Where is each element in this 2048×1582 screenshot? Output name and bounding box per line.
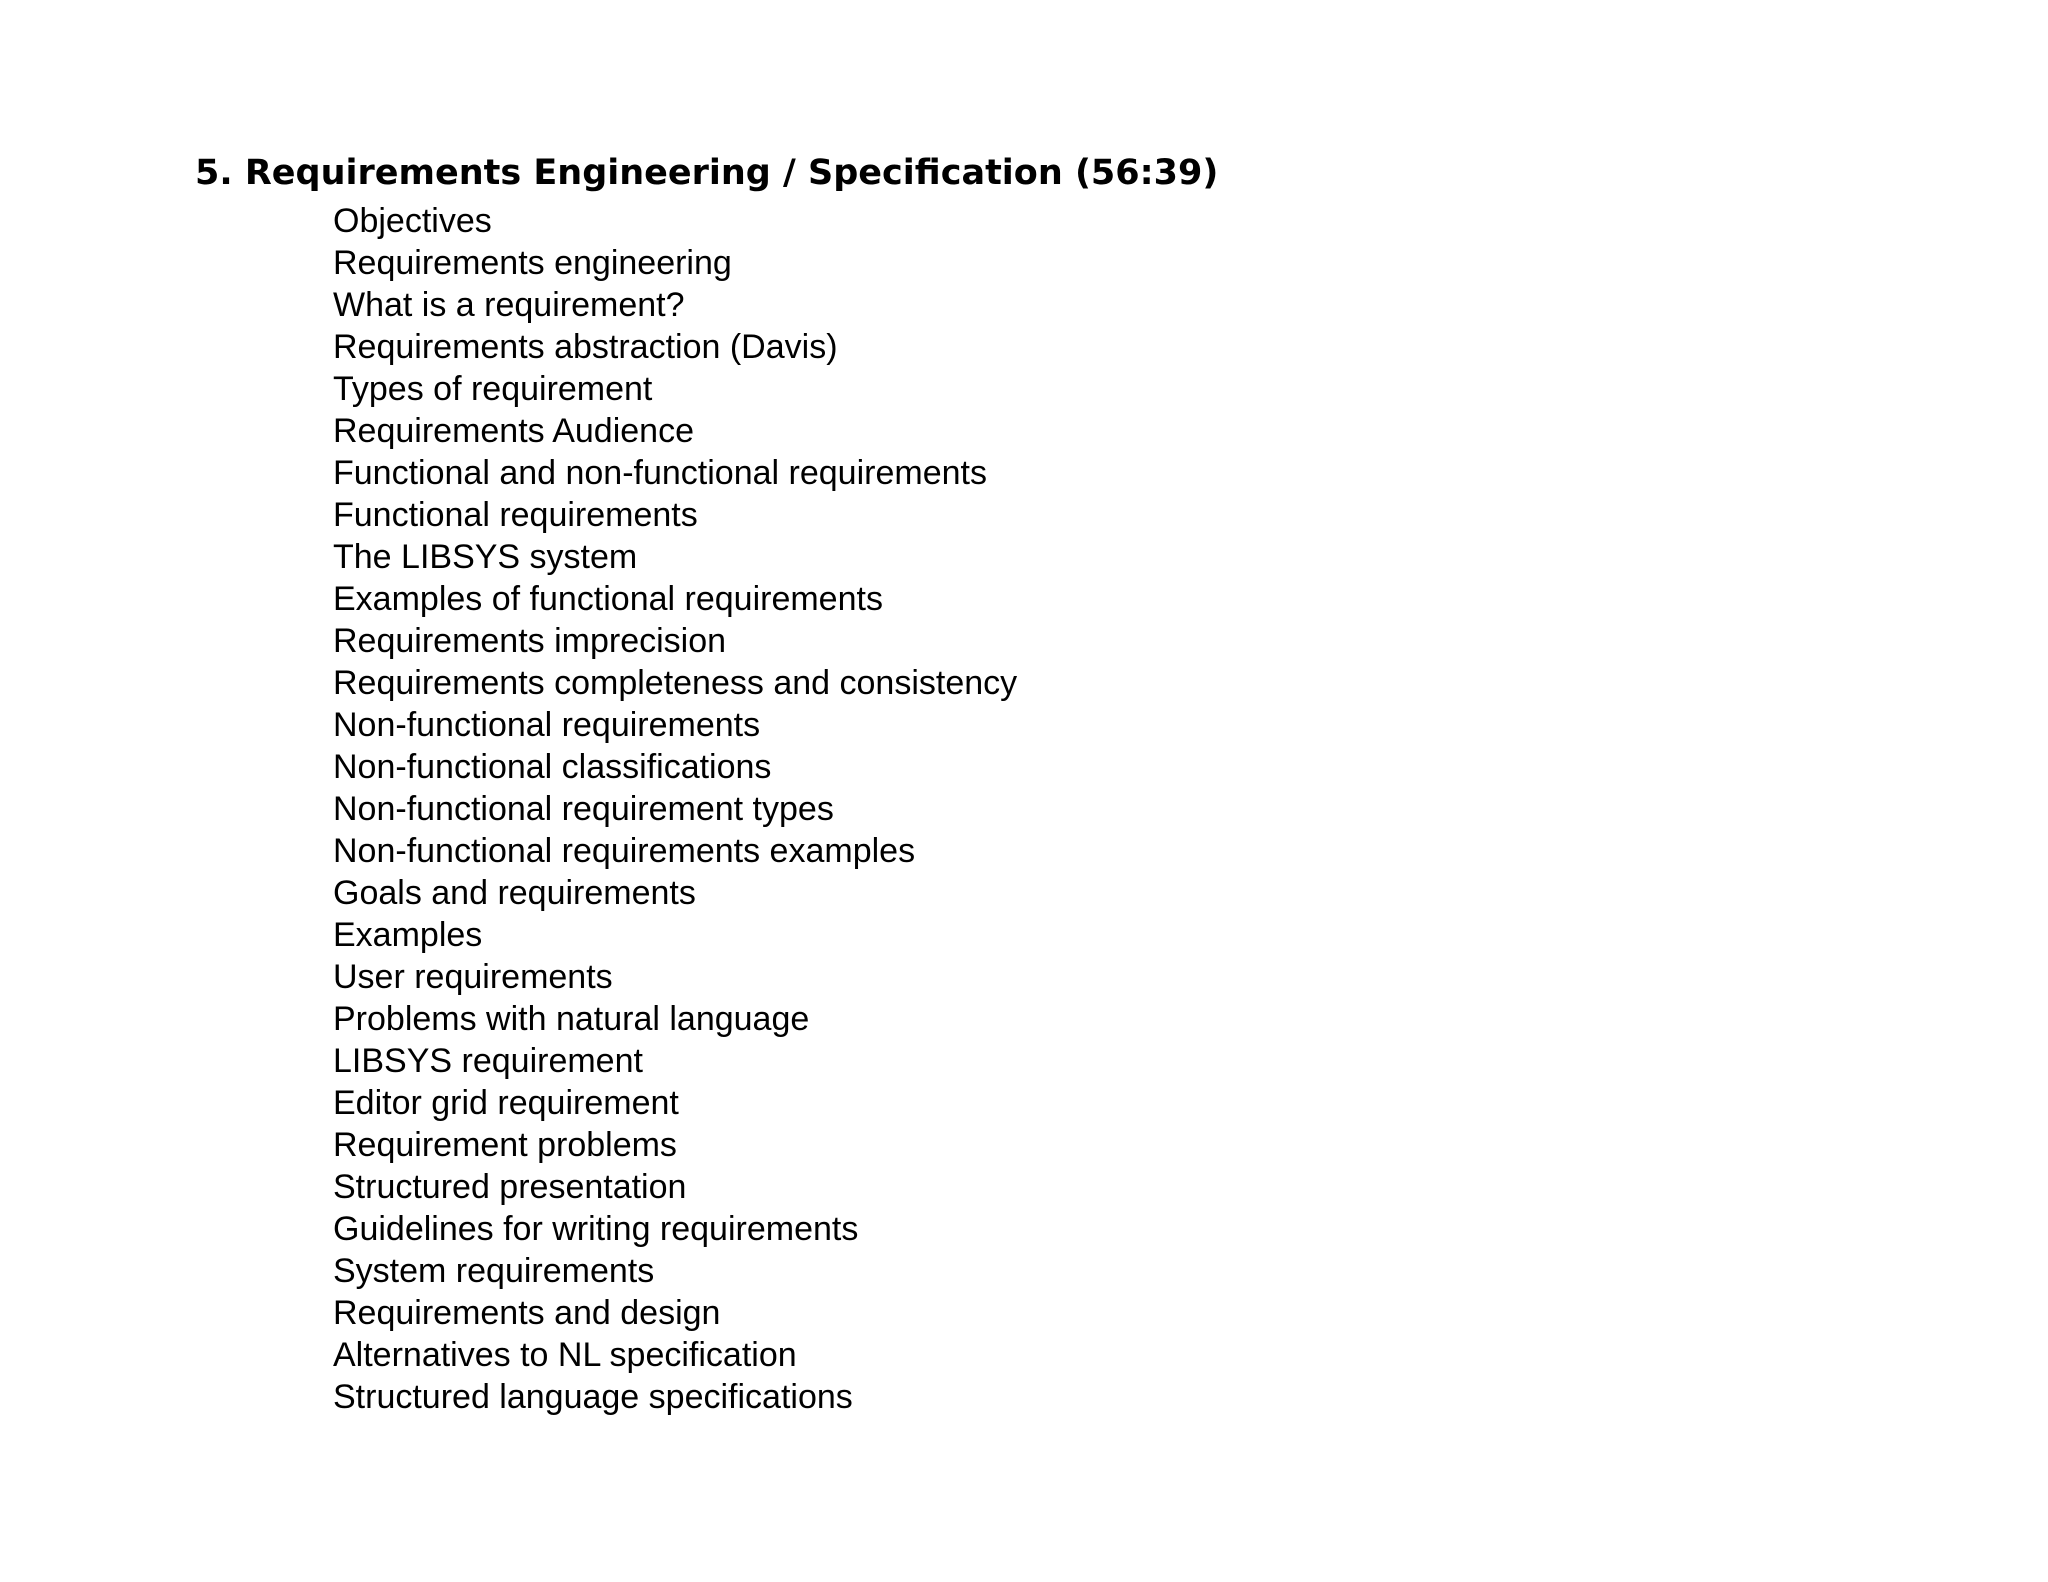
topic-item: Alternatives to NL specification xyxy=(333,1336,797,1374)
topic-item: System requirements xyxy=(333,1252,655,1290)
topic-item: User requirements xyxy=(333,958,613,996)
topic-item: Requirement problems xyxy=(333,1126,677,1164)
topic-item: Requirements Audience xyxy=(333,412,695,450)
topic-item: Non-functional requirements examples xyxy=(333,832,916,870)
topic-item: Objectives xyxy=(333,202,492,240)
topic-item: Functional and non-functional requirements xyxy=(333,454,987,492)
topic-item: Examples xyxy=(333,916,483,954)
topic-item: Non-functional classifications xyxy=(333,748,772,786)
topic-list xyxy=(333,200,1017,1418)
topic-item: Editor grid requirement xyxy=(333,1084,679,1122)
topic-item: Requirements abstraction (Davis) xyxy=(333,328,838,366)
topic-item: LIBSYS requirement xyxy=(333,1042,643,1080)
topic-item: Guidelines for writing requirements xyxy=(333,1210,859,1248)
topic-item: Requirements completeness and consistency xyxy=(333,664,1018,702)
topic-item: Types of requirement xyxy=(333,370,653,408)
topic-item: Requirements and design xyxy=(333,1294,721,1332)
topic-item: Non-functional requirement types xyxy=(333,790,834,828)
topic-item: Non-functional requirements xyxy=(333,706,761,744)
topic-item: Requirements engineering xyxy=(333,244,732,282)
topic-item: Functional requirements xyxy=(333,496,698,534)
topic-item: Goals and requirements xyxy=(333,874,696,912)
topic-item: Structured presentation xyxy=(333,1168,687,1206)
topic-item: The LIBSYS system xyxy=(333,538,638,576)
topic-item: Examples of functional requirements xyxy=(333,580,883,618)
topic-item: Structured language specifications xyxy=(333,1378,853,1416)
topic-item: Problems with natural language xyxy=(333,1000,810,1038)
topic-item: Requirements imprecision xyxy=(333,622,727,660)
topic-item: What is a requirement? xyxy=(333,286,685,324)
section-title: 5. Requirements Engineering / Specification (56:39) xyxy=(195,153,1219,193)
